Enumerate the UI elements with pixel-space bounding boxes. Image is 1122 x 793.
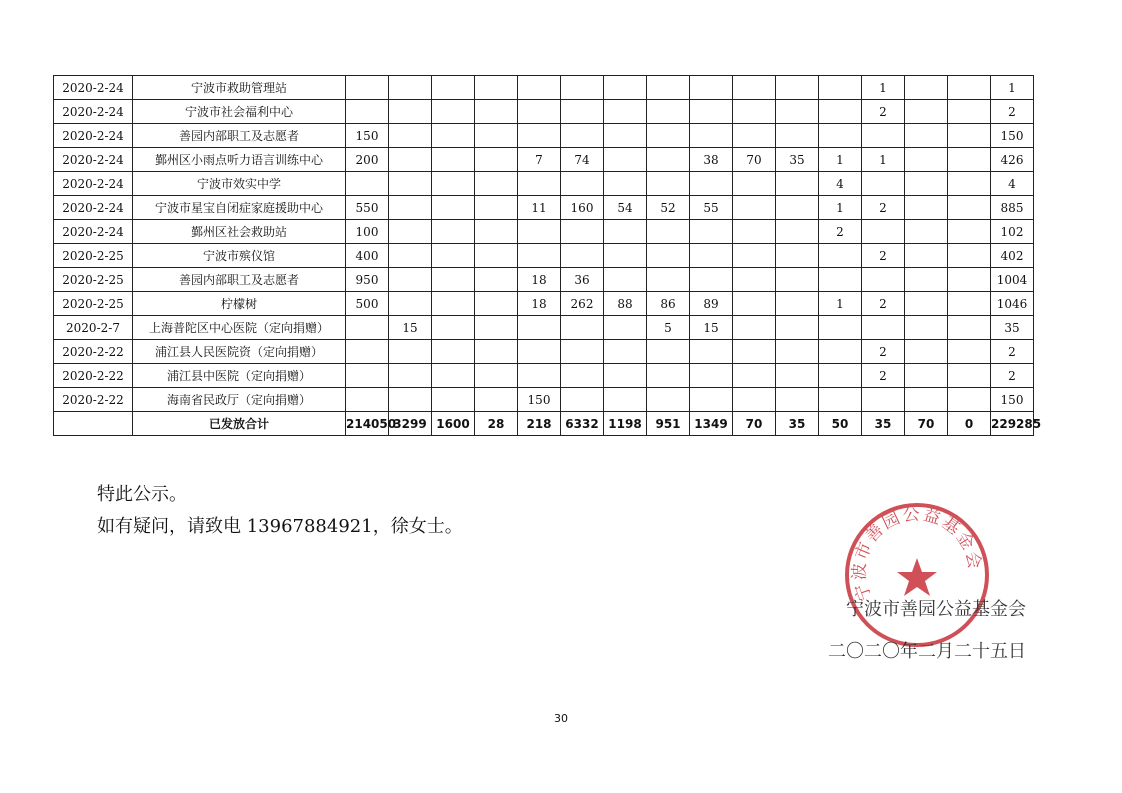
value-cell <box>776 172 819 196</box>
value-cell <box>862 388 905 412</box>
value-cell <box>733 100 776 124</box>
value-cell <box>475 388 518 412</box>
value-cell: 1004 <box>991 268 1034 292</box>
total-label: 已发放合计 <box>133 412 346 436</box>
table-row <box>54 340 1034 364</box>
total-value-cell: 951 <box>647 412 690 436</box>
value-cell <box>475 268 518 292</box>
signature-org: 宁波市善园公益基金会 <box>846 599 1026 620</box>
value-cell <box>389 388 432 412</box>
value-cell: 200 <box>346 148 389 172</box>
value-cell <box>475 364 518 388</box>
value-cell: 36 <box>561 268 604 292</box>
notice-line-2: 如有疑问，请致电 13967884921，徐女士。 <box>97 516 463 537</box>
date-cell: 2020-2-22 <box>54 364 133 388</box>
value-cell <box>604 148 647 172</box>
value-cell <box>346 388 389 412</box>
value-cell <box>905 100 948 124</box>
value-cell <box>518 244 561 268</box>
total-value-cell: 1600 <box>432 412 475 436</box>
value-cell <box>432 268 475 292</box>
value-cell: 38 <box>690 148 733 172</box>
date-cell: 2020-2-22 <box>54 340 133 364</box>
value-cell <box>389 220 432 244</box>
value-cell <box>604 172 647 196</box>
table-row <box>54 220 1034 244</box>
value-cell: 2 <box>819 220 862 244</box>
value-cell <box>819 388 862 412</box>
value-cell <box>690 124 733 148</box>
table-row <box>54 196 1034 220</box>
table-row <box>54 364 1034 388</box>
value-cell <box>733 220 776 244</box>
value-cell: 160 <box>561 196 604 220</box>
value-cell <box>604 244 647 268</box>
value-cell <box>475 148 518 172</box>
date-cell: 2020-2-24 <box>54 124 133 148</box>
seal-star-icon <box>897 558 937 596</box>
notice-line-1: 特此公示。 <box>97 484 187 505</box>
value-cell <box>905 148 948 172</box>
table-row <box>54 244 1034 268</box>
value-cell <box>776 364 819 388</box>
value-cell: 2 <box>991 100 1034 124</box>
value-cell <box>948 340 991 364</box>
table-row <box>54 100 1034 124</box>
value-cell <box>819 316 862 340</box>
value-cell <box>733 316 776 340</box>
value-cell <box>604 364 647 388</box>
value-cell <box>733 364 776 388</box>
value-cell <box>733 76 776 100</box>
signature-date: 二〇二〇年二月二十五日 <box>828 641 1026 662</box>
value-cell <box>948 100 991 124</box>
value-cell <box>776 268 819 292</box>
value-cell: 5 <box>647 316 690 340</box>
date-cell: 2020-2-22 <box>54 388 133 412</box>
value-cell <box>432 388 475 412</box>
value-cell: 2 <box>862 364 905 388</box>
value-cell <box>905 340 948 364</box>
date-cell: 2020-2-24 <box>54 196 133 220</box>
value-cell <box>948 364 991 388</box>
value-cell: 2 <box>991 364 1034 388</box>
value-cell: 2 <box>991 340 1034 364</box>
value-cell <box>604 220 647 244</box>
value-cell <box>475 220 518 244</box>
value-cell <box>518 316 561 340</box>
value-cell <box>948 148 991 172</box>
value-cell <box>690 364 733 388</box>
value-cell <box>905 196 948 220</box>
value-cell <box>647 172 690 196</box>
value-cell <box>475 196 518 220</box>
value-cell <box>733 244 776 268</box>
value-cell <box>733 172 776 196</box>
value-cell <box>561 316 604 340</box>
value-cell <box>905 220 948 244</box>
total-row <box>54 412 1034 436</box>
value-cell: 1 <box>991 76 1034 100</box>
value-cell: 150 <box>346 124 389 148</box>
value-cell <box>733 340 776 364</box>
value-cell <box>690 172 733 196</box>
value-cell <box>690 100 733 124</box>
value-cell <box>647 244 690 268</box>
official-seal <box>842 500 992 650</box>
total-value-cell: 35 <box>862 412 905 436</box>
value-cell: 402 <box>991 244 1034 268</box>
value-cell <box>561 340 604 364</box>
value-cell <box>819 76 862 100</box>
value-cell <box>518 172 561 196</box>
value-cell: 500 <box>346 292 389 316</box>
value-cell <box>647 340 690 364</box>
value-cell <box>948 244 991 268</box>
value-cell: 550 <box>346 196 389 220</box>
value-cell <box>647 268 690 292</box>
value-cell <box>733 124 776 148</box>
date-cell: 2020-2-25 <box>54 244 133 268</box>
table-row <box>54 388 1034 412</box>
date-cell: 2020-2-24 <box>54 100 133 124</box>
value-cell <box>862 172 905 196</box>
value-cell <box>432 220 475 244</box>
value-cell <box>905 76 948 100</box>
value-cell <box>432 172 475 196</box>
date-cell: 2020-2-24 <box>54 172 133 196</box>
value-cell <box>776 76 819 100</box>
total-value-cell: 0 <box>948 412 991 436</box>
value-cell: 7 <box>518 148 561 172</box>
value-cell <box>432 196 475 220</box>
value-cell <box>432 148 475 172</box>
table-row <box>54 316 1034 340</box>
total-value-cell: 70 <box>733 412 776 436</box>
value-cell <box>518 76 561 100</box>
value-cell: 1 <box>862 148 905 172</box>
value-cell: 4 <box>991 172 1034 196</box>
value-cell: 150 <box>991 124 1034 148</box>
value-cell: 102 <box>991 220 1034 244</box>
value-cell <box>604 100 647 124</box>
value-cell <box>733 196 776 220</box>
recipient-cell: 浦江县人民医院资（定向捐赠） <box>133 340 346 364</box>
date-cell: 2020-2-7 <box>54 316 133 340</box>
date-cell: 2020-2-24 <box>54 148 133 172</box>
value-cell <box>561 172 604 196</box>
value-cell <box>432 124 475 148</box>
value-cell <box>389 172 432 196</box>
value-cell: 150 <box>991 388 1034 412</box>
value-cell: 950 <box>346 268 389 292</box>
value-cell <box>819 268 862 292</box>
value-cell <box>604 268 647 292</box>
value-cell <box>776 100 819 124</box>
value-cell <box>948 220 991 244</box>
value-cell <box>389 244 432 268</box>
value-cell <box>389 196 432 220</box>
value-cell <box>948 76 991 100</box>
value-cell: 52 <box>647 196 690 220</box>
recipient-cell: 柠檬树 <box>133 292 346 316</box>
date-cell: 2020-2-25 <box>54 268 133 292</box>
value-cell: 86 <box>647 292 690 316</box>
total-value-cell: 218 <box>518 412 561 436</box>
value-cell <box>389 292 432 316</box>
total-value-cell: 3299 <box>389 412 432 436</box>
value-cell <box>905 292 948 316</box>
total-value-cell: 35 <box>776 412 819 436</box>
svg-text:宁波市善园公益基金会: 宁波市善园公益基金会 <box>849 504 985 604</box>
value-cell <box>561 220 604 244</box>
value-cell <box>561 100 604 124</box>
value-cell <box>690 244 733 268</box>
value-cell <box>819 124 862 148</box>
value-cell <box>432 316 475 340</box>
value-cell <box>948 268 991 292</box>
table-row <box>54 76 1034 100</box>
value-cell <box>432 76 475 100</box>
value-cell <box>432 244 475 268</box>
value-cell <box>346 100 389 124</box>
value-cell: 100 <box>346 220 389 244</box>
value-cell: 11 <box>518 196 561 220</box>
value-cell <box>776 292 819 316</box>
value-cell <box>948 196 991 220</box>
recipient-cell: 浦江县中医院（定向捐赠） <box>133 364 346 388</box>
value-cell <box>776 124 819 148</box>
total-value-cell: 1198 <box>604 412 647 436</box>
value-cell: 2 <box>862 100 905 124</box>
recipient-cell: 上海普陀区中心医院（定向捐赠） <box>133 316 346 340</box>
table-row <box>54 268 1034 292</box>
value-cell <box>948 124 991 148</box>
total-value-cell: 214050 <box>346 412 389 436</box>
value-cell <box>647 220 690 244</box>
recipient-cell: 宁波市殡仪馆 <box>133 244 346 268</box>
value-cell <box>475 316 518 340</box>
value-cell <box>389 364 432 388</box>
total-empty-cell <box>54 412 133 436</box>
value-cell <box>604 76 647 100</box>
value-cell <box>905 268 948 292</box>
value-cell <box>561 364 604 388</box>
value-cell <box>776 220 819 244</box>
value-cell: 885 <box>991 196 1034 220</box>
value-cell: 1 <box>819 196 862 220</box>
value-cell <box>432 100 475 124</box>
value-cell <box>905 388 948 412</box>
value-cell <box>604 316 647 340</box>
value-cell: 55 <box>690 196 733 220</box>
value-cell <box>475 100 518 124</box>
value-cell: 70 <box>733 148 776 172</box>
value-cell <box>346 340 389 364</box>
value-cell <box>389 76 432 100</box>
value-cell <box>389 124 432 148</box>
total-value-cell: 1349 <box>690 412 733 436</box>
value-cell <box>647 148 690 172</box>
value-cell <box>518 100 561 124</box>
value-cell <box>604 340 647 364</box>
recipient-cell: 宁波市星宝自闭症家庭援助中心 <box>133 196 346 220</box>
distribution-table <box>53 75 1042 436</box>
recipient-cell: 宁波市社会福利中心 <box>133 100 346 124</box>
value-cell: 2 <box>862 340 905 364</box>
value-cell <box>432 340 475 364</box>
value-cell <box>518 340 561 364</box>
value-cell <box>776 244 819 268</box>
recipient-cell: 宁波市救助管理站 <box>133 76 346 100</box>
value-cell <box>776 388 819 412</box>
value-cell <box>389 148 432 172</box>
value-cell <box>647 124 690 148</box>
value-cell <box>475 244 518 268</box>
recipient-cell: 善园内部职工及志愿者 <box>133 268 346 292</box>
value-cell: 15 <box>690 316 733 340</box>
value-cell <box>819 100 862 124</box>
value-cell: 18 <box>518 268 561 292</box>
value-cell <box>346 316 389 340</box>
value-cell <box>604 388 647 412</box>
value-cell <box>346 76 389 100</box>
value-cell: 1 <box>819 148 862 172</box>
value-cell: 262 <box>561 292 604 316</box>
value-cell: 54 <box>604 196 647 220</box>
value-cell: 2 <box>862 244 905 268</box>
value-cell <box>389 268 432 292</box>
total-value-cell: 6332 <box>561 412 604 436</box>
value-cell <box>905 172 948 196</box>
value-cell <box>862 316 905 340</box>
date-cell: 2020-2-24 <box>54 220 133 244</box>
value-cell: 4 <box>819 172 862 196</box>
value-cell <box>819 244 862 268</box>
value-cell <box>776 340 819 364</box>
value-cell <box>733 388 776 412</box>
value-cell <box>690 340 733 364</box>
value-cell <box>905 124 948 148</box>
value-cell <box>432 292 475 316</box>
total-value-cell: 229285 <box>991 412 1034 436</box>
value-cell <box>948 172 991 196</box>
value-cell <box>905 316 948 340</box>
value-cell: 426 <box>991 148 1034 172</box>
value-cell <box>475 76 518 100</box>
recipient-cell: 海南省民政厅（定向捐赠） <box>133 388 346 412</box>
value-cell: 150 <box>518 388 561 412</box>
table-row <box>54 148 1034 172</box>
total-value-cell: 28 <box>475 412 518 436</box>
value-cell <box>819 340 862 364</box>
value-cell <box>862 268 905 292</box>
value-cell <box>475 292 518 316</box>
value-cell <box>862 124 905 148</box>
value-cell <box>948 292 991 316</box>
value-cell <box>905 244 948 268</box>
total-value-cell: 70 <box>905 412 948 436</box>
recipient-cell: 善园内部职工及志愿者 <box>133 124 346 148</box>
value-cell: 88 <box>604 292 647 316</box>
table-row <box>54 172 1034 196</box>
value-cell <box>518 220 561 244</box>
value-cell: 2 <box>862 292 905 316</box>
table-row <box>54 292 1034 316</box>
value-cell: 18 <box>518 292 561 316</box>
value-cell <box>389 340 432 364</box>
recipient-cell: 鄞州区社会救助站 <box>133 220 346 244</box>
value-cell: 2 <box>862 196 905 220</box>
recipient-cell: 宁波市效实中学 <box>133 172 346 196</box>
value-cell <box>561 244 604 268</box>
value-cell <box>604 124 647 148</box>
value-cell <box>647 76 690 100</box>
value-cell: 74 <box>561 148 604 172</box>
value-cell: 1046 <box>991 292 1034 316</box>
value-cell <box>647 364 690 388</box>
value-cell <box>862 220 905 244</box>
value-cell: 89 <box>690 292 733 316</box>
value-cell <box>948 388 991 412</box>
value-cell <box>690 220 733 244</box>
value-cell <box>819 364 862 388</box>
value-cell <box>389 100 432 124</box>
value-cell <box>475 340 518 364</box>
value-cell <box>475 172 518 196</box>
value-cell <box>561 76 604 100</box>
value-cell: 1 <box>819 292 862 316</box>
value-cell <box>647 100 690 124</box>
value-cell <box>561 124 604 148</box>
value-cell <box>776 316 819 340</box>
value-cell <box>690 268 733 292</box>
value-cell <box>905 364 948 388</box>
value-cell: 35 <box>991 316 1034 340</box>
value-cell <box>432 364 475 388</box>
value-cell <box>647 388 690 412</box>
total-value-cell: 50 <box>819 412 862 436</box>
value-cell <box>518 364 561 388</box>
value-cell: 1 <box>862 76 905 100</box>
value-cell <box>518 124 561 148</box>
value-cell <box>776 196 819 220</box>
date-cell: 2020-2-25 <box>54 292 133 316</box>
value-cell <box>733 292 776 316</box>
table-row <box>54 124 1034 148</box>
value-cell <box>475 124 518 148</box>
value-cell <box>690 76 733 100</box>
value-cell: 400 <box>346 244 389 268</box>
value-cell: 15 <box>389 316 432 340</box>
value-cell <box>948 316 991 340</box>
value-cell <box>346 364 389 388</box>
value-cell <box>733 268 776 292</box>
value-cell <box>561 388 604 412</box>
value-cell <box>690 388 733 412</box>
date-cell: 2020-2-24 <box>54 76 133 100</box>
value-cell: 35 <box>776 148 819 172</box>
recipient-cell: 鄞州区小雨点听力语言训练中心 <box>133 148 346 172</box>
value-cell <box>346 172 389 196</box>
page-number: 30 <box>554 712 568 725</box>
